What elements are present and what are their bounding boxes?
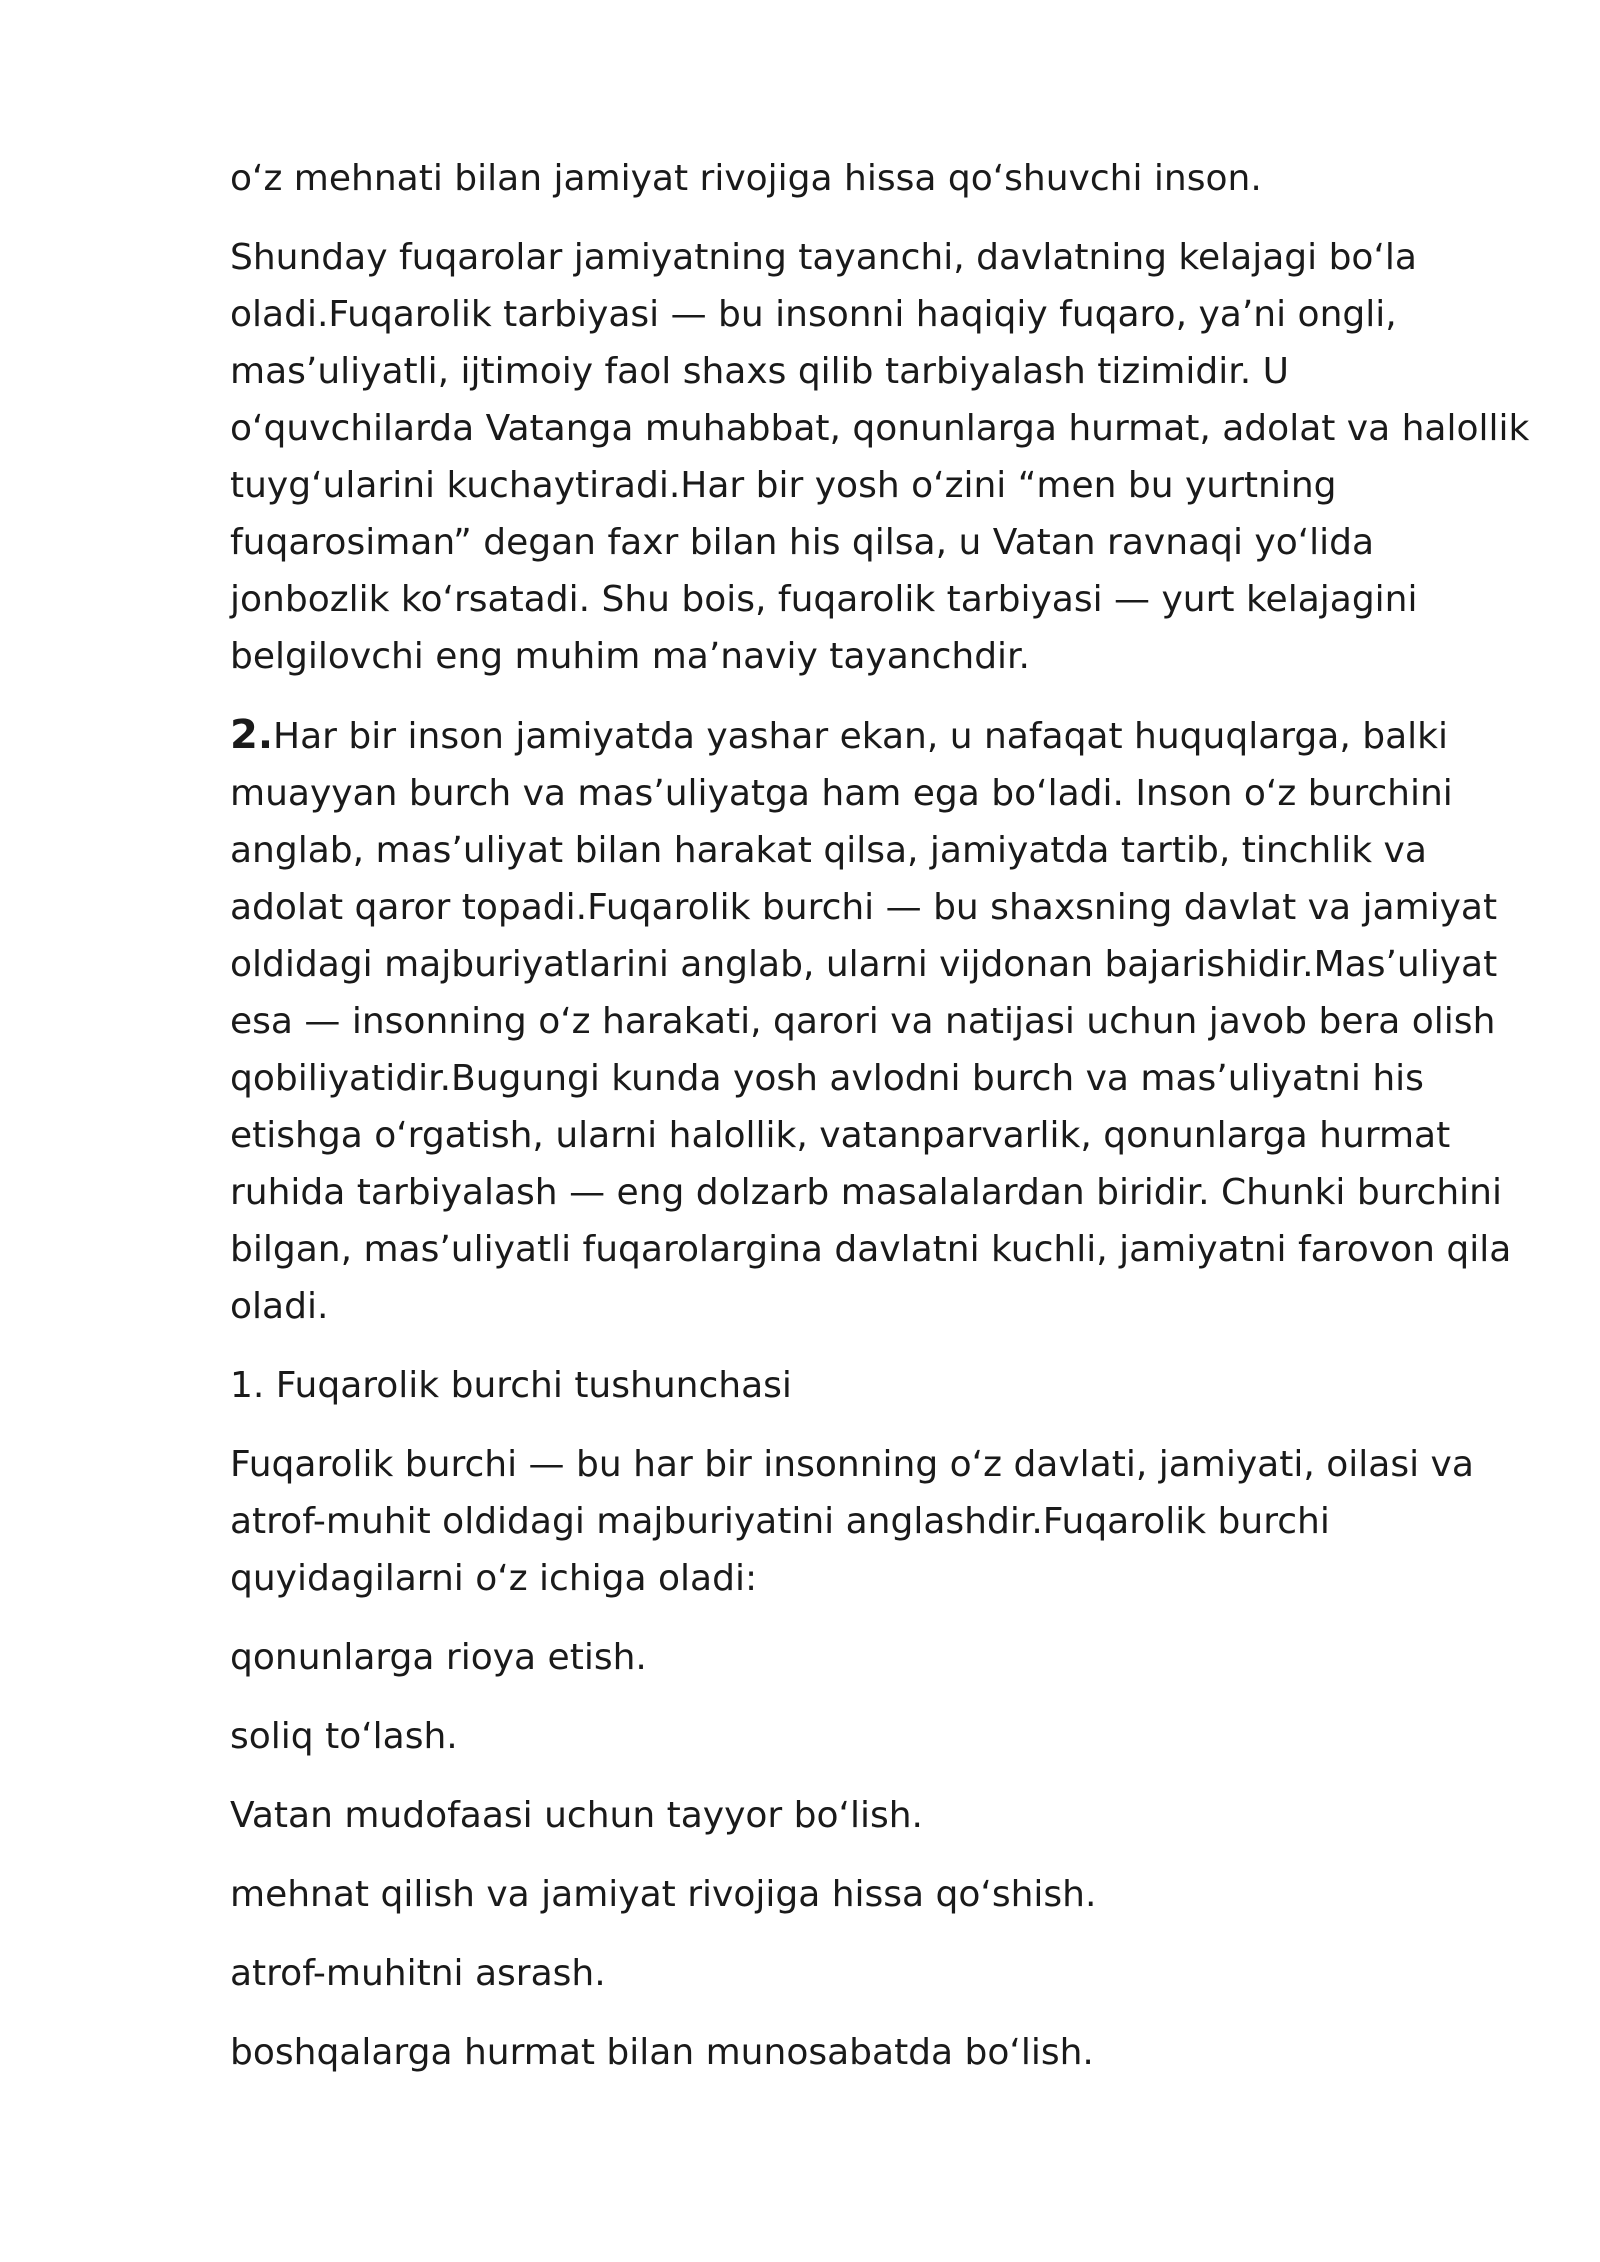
paragraph-section-2: [230, 707, 1530, 1335]
duty-item: mehnat qilish va jamiyat rivojiga hissa qoʻshish.: [230, 1874, 1097, 1915]
paragraph-continuation: oʻz mehnati bilan jamiyat rivojiga hissa qoʻshuvchi inson.: [230, 158, 1262, 199]
section-heading: 1. Fuqarolik burchi tushunchasi: [230, 1365, 792, 1406]
duty-item: atrof-muhitni asrash.: [230, 1953, 606, 1994]
duty-item: boshqalarga hurmat bilan munosabatda boʻlish.: [230, 2032, 1094, 2073]
paragraph-definition: Fuqarolik burchi — bu har bir insonning oʻz davlati, jamiyati, oilasi va atrof-muhit oldidagi majburiyatini anglashdir.Fuqarolik burchi quyidagilarni oʻz ichiga oladi:: [230, 1444, 1474, 1599]
paragraph-civic-education: Shunday fuqarolar jamiyatning tayanchi, davlatning kelajagi boʻla oladi.Fuqarolik tarbiyasi — bu insonni haqiqiy fuqaro, ya’ni ongli, mas’uliyatli, ijtimoiy faol shaxs qilib tarbiyalash tizimidir. U oʻquvchilarda Vatanga muhabbat, qonunlarga hurmat, adolat va halollik tuygʻularini kuchaytiradi.Har bir yosh oʻzini “men bu yurtning fuqarosiman” degan faxr bilan his qilsa, u Vatan ravnaqi yoʻlida jonbozlik koʻrsatadi. Shu bois, fuqarolik tarbiyasi — yurt kelajagini belgilovchi eng muhim ma’naviy tayanchdir.: [230, 237, 1530, 677]
section-number: 2.: [230, 712, 274, 758]
document-page: [230, 150, 1530, 2103]
duty-item: soliq toʻlash.: [230, 1716, 458, 1757]
duty-item: Vatan mudofaasi uchun tayyor boʻlish.: [230, 1795, 923, 1836]
duty-item: qonunlarga rioya etish.: [230, 1637, 647, 1678]
section-2-text: Har bir inson jamiyatda yashar ekan, u nafaqat huquqlarga, balki muayyan burch va mas’uliyatga ham ega boʻladi. Inson oʻz burchini anglab, mas’uliyat bilan harakat qilsa, jamiyatda tartib, tinchlik va adolat qaror topadi.Fuqarolik burchi — bu shaxsning davlat va jamiyat oldidagi majburiyatlarini anglab, ularni vijdonan bajarishidir.Mas’uliyat esa — insonning oʻz harakati, qarori va natijasi uchun javob bera olish qobiliyatidir.Bugungi kunda yosh avlodni burch va mas’uliyatni his etishga oʻrgatish, ularni halollik, vatanparvarlik, qonunlarga hurmat ruhida tarbiyalash — eng dolzarb masalalardan biridir. Chunki burchini bilgan, mas’uliyatli fuqarolargina davlatni kuchli, jamiyatni farovon qila oladi.: [230, 716, 1512, 1327]
